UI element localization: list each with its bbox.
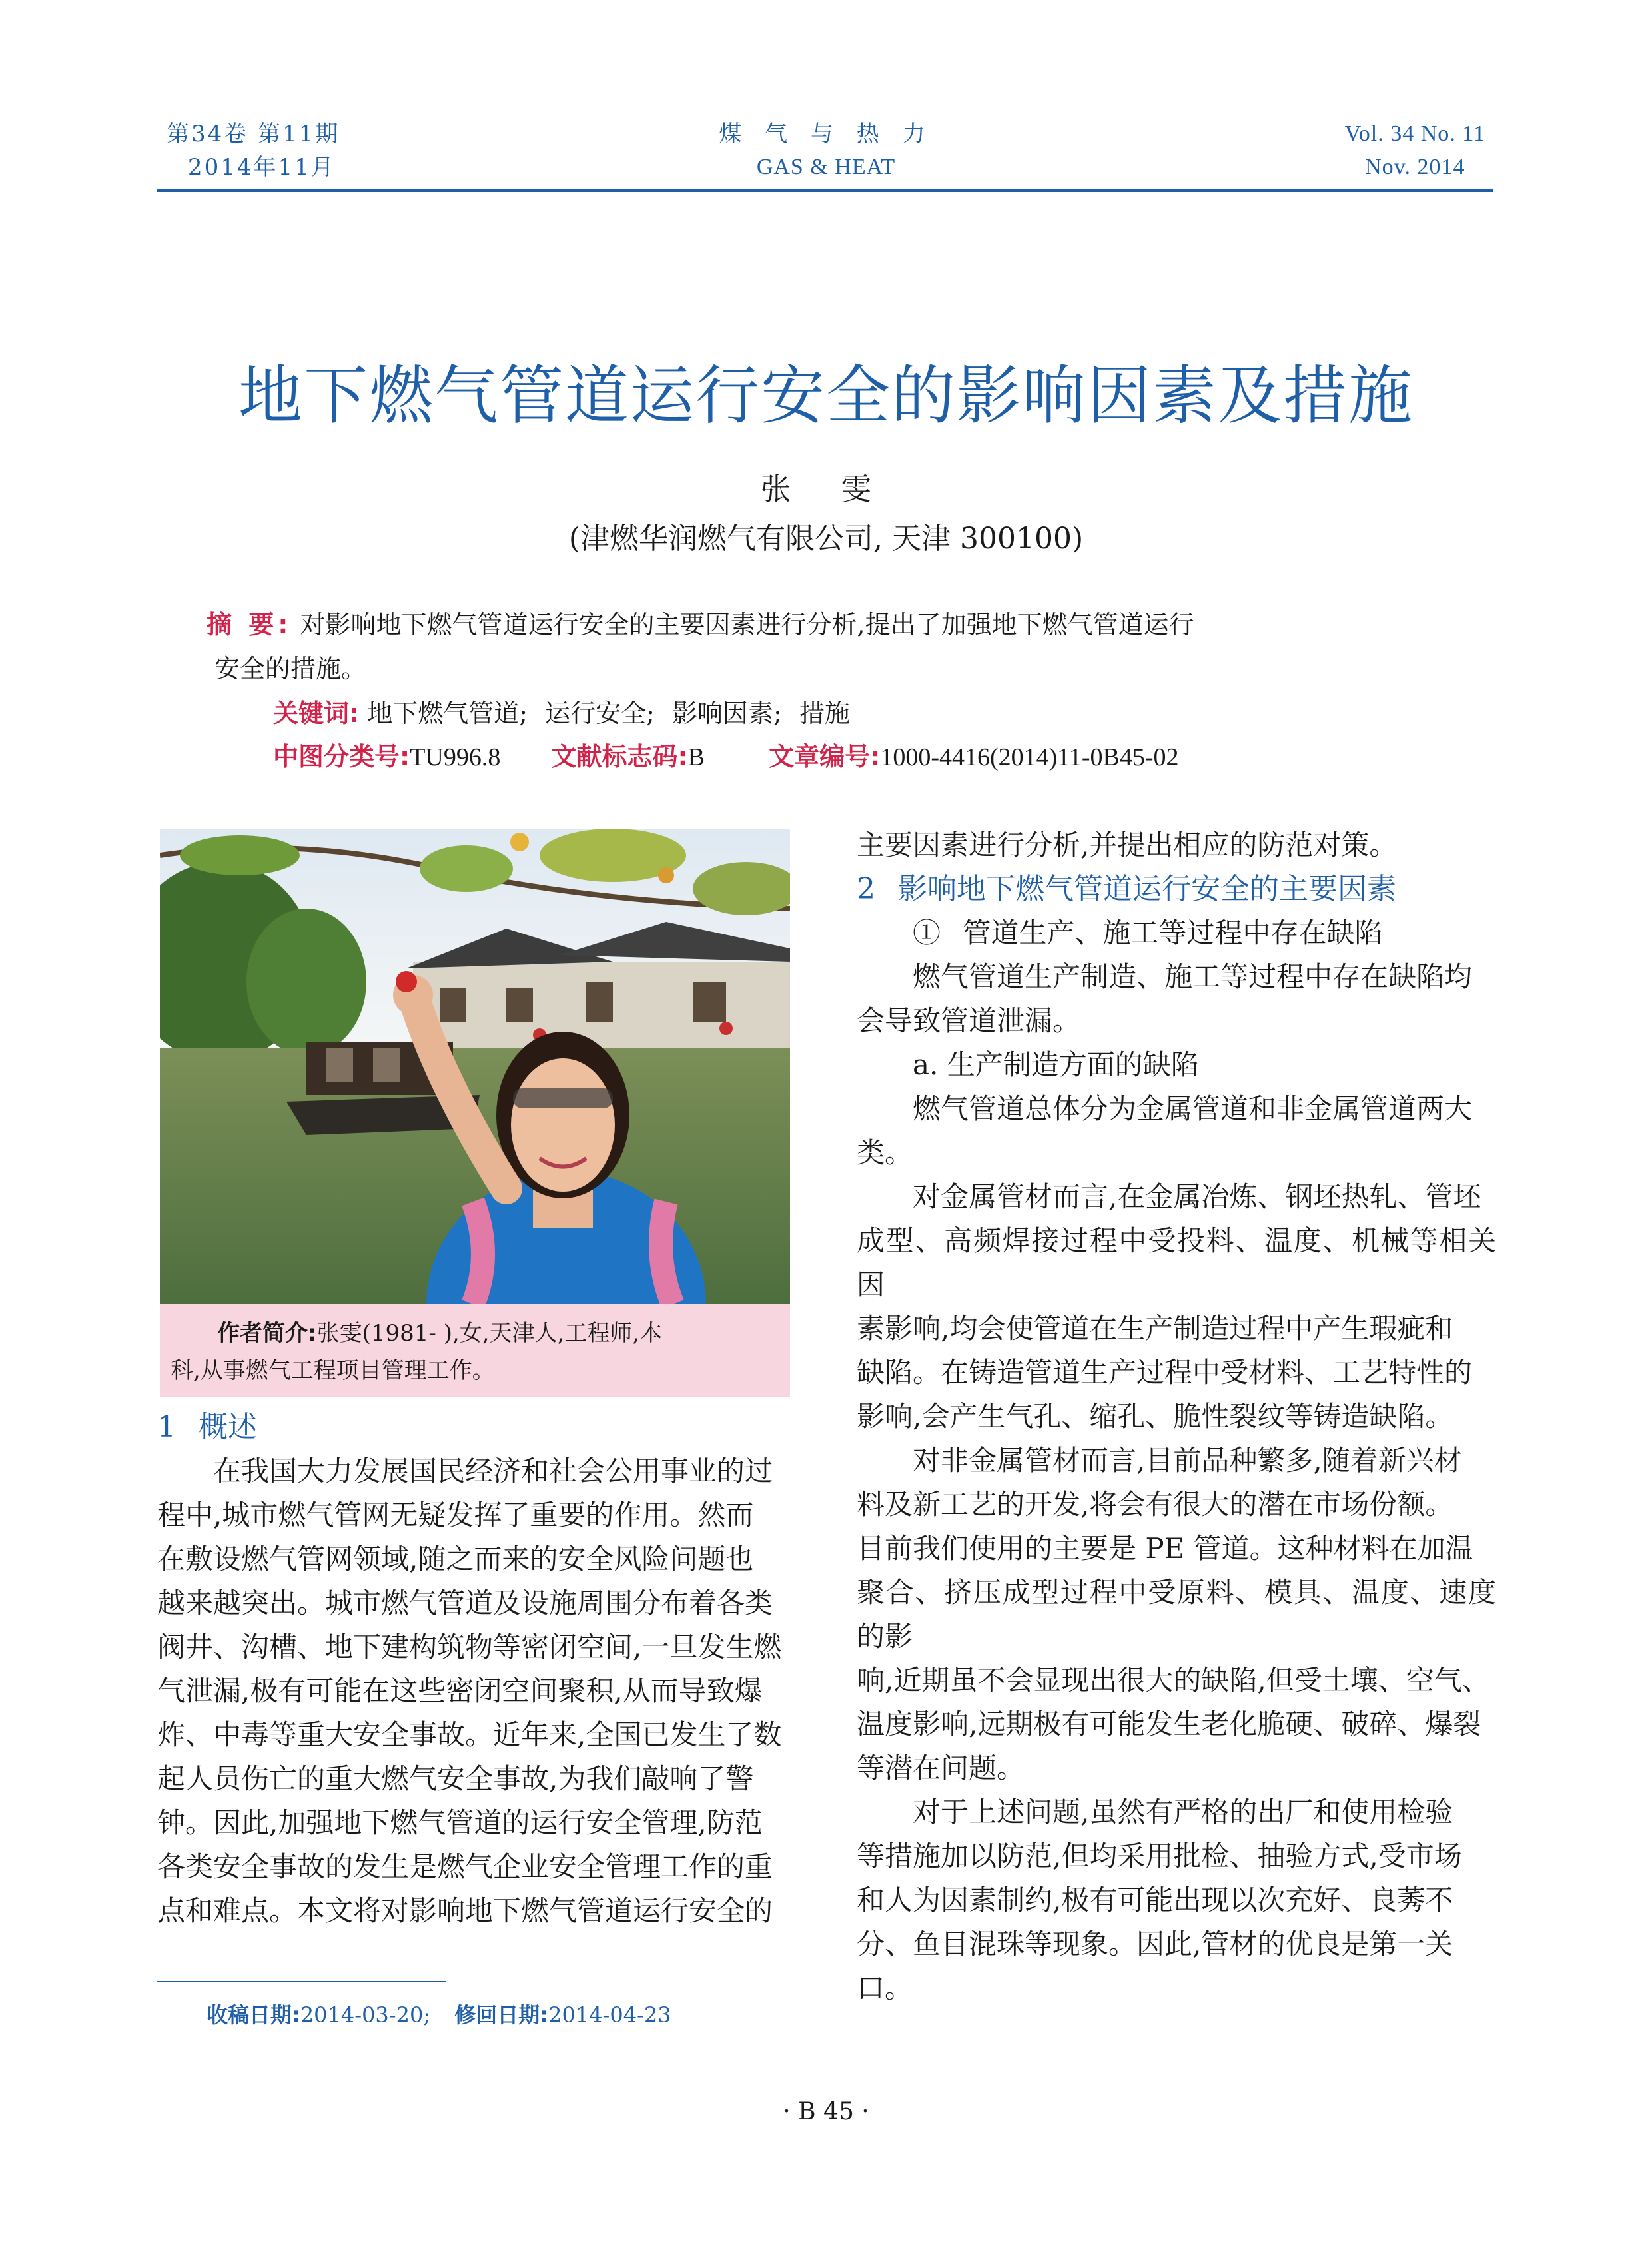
clc-label: 中图分类号: [273,742,410,771]
section-1-continuation: 主要因素进行分析,并提出相应的防范对策。 [857,829,1398,861]
section-1-line: 炸、中毒等重大安全事故。近年来,全国已发生了数 [157,1718,782,1751]
section-1-line: 越来越突出。城市燃气管道及设施周围分布着各类 [157,1587,773,1619]
para-4-line: 响,近期虽不会显现出很大的缺陷,但受土壤、空气、 [857,1664,1490,1696]
author-bio-line-2: 科,从事燃气工程项目管理工作。 [171,1357,495,1384]
keywords-label: 关键词: [273,699,360,728]
para-3-line: 影响,会产生气孔、缩孔、脆性裂纹等铸造缺陷。 [857,1400,1453,1433]
para-3-line: 缺陷。在铸造管道生产过程中受材料、工艺特性的 [857,1356,1473,1389]
para-4-line: 等潜在问题。 [857,1752,1025,1784]
para-3-line: 成型、高频焊接过程中受投料、温度、机械等相关因 [857,1224,1496,1301]
author-bio-text: 张雯(1981- ),女,天津人,工程师,本 [316,1320,663,1347]
para-5-line: 对于上述问题,虽然有严格的出厂和使用检验 [913,1796,1453,1828]
submission-dates [206,1998,671,2032]
issue-date: 2014年11月 [188,154,336,181]
section-1-line: 程中,城市燃气管网无疑发挥了重要的作用。然而 [157,1499,754,1531]
para-2-line: 类。 [857,1136,913,1169]
para-2-line: 燃气管道总体分为金属管道和非金属管道两大 [913,1092,1473,1125]
volume-issue-en: Vol. 34 No. 11 [1344,121,1485,146]
author-photo [160,829,790,1304]
section-2-heading: 2 影响地下燃气管道运行安全的主要因素 [857,872,1396,906]
author-affiliation: (津燃华润燃气有限公司, 天津 300100) [568,522,1084,556]
journal-name-cn: 煤 气 与 热 力 [719,121,933,147]
paper-title: 地下燃气管道运行安全的影响因素及措施 [238,360,1414,432]
para-3-line: 对金属管材而言,在金属冶炼、钢坯热轧、管坯 [913,1180,1481,1213]
abstract-text-1: 对影响地下燃气管道运行安全的主要因素进行分析,提出了加强地下燃气管道运行 [300,610,1194,639]
revised-label: 修回日期: [454,2002,549,2028]
header-right [1345,117,1485,184]
para-1-line: 会导致管道泄漏。 [857,1004,1081,1037]
item-1-heading: ① 管道生产、施工等过程中存在缺陷 [913,917,1383,949]
author-name: 张 雯 [760,471,892,507]
article-no-value: 1000-4416(2014)11-0B45-02 [880,743,1179,771]
para-4-line: 聚合、挤压成型过程中受原料、模具、温度、速度的影 [857,1576,1496,1653]
section-1-line: 在我国大力发展国民经济和社会公用事业的过 [213,1455,773,1487]
keywords [273,691,850,735]
article-no-label: 文章编号: [769,742,881,771]
section-1-line: 钟。因此,加强地下燃气管道的运行安全管理,防范 [157,1806,763,1839]
author-bio-line-1 [171,1315,779,1352]
right-column [857,823,1496,2010]
doc-code-label: 文献标志码: [551,742,688,771]
doc-code-value: B [687,743,705,771]
para-5-line: 分、鱼目混珠等现象。因此,管材的优良是第一关 [857,1928,1453,1960]
section-1-body [157,1449,791,1933]
para-4-line: 温度影响,远期极有可能发生老化脆硬、破碎、爆裂 [857,1708,1481,1740]
footnote-rule [157,1981,446,1982]
para-4-line: 目前我们使用的主要是 PE 管道。这种材料在加温 [857,1532,1473,1565]
issue-date-en: Nov. 2014 [1365,155,1465,179]
section-1-line: 点和难点。本文将对影响地下燃气管道运行安全的 [157,1894,773,1927]
revised-date: 2014-04-23 [548,2002,671,2028]
para-3-line: 素影响,均会使管道在生产制造过程中产生瑕疵和 [857,1312,1453,1345]
abstract-label: 摘 要: [206,610,292,639]
header-rule [157,189,1493,192]
received-date: 2014-03-20; [300,2002,431,2028]
section-1-line: 起人员伤亡的重大燃气安全事故,为我们敲响了警 [157,1762,754,1795]
para-5-line: 口。 [857,1972,913,2004]
abstract-cont: 安全的措施。 [214,654,367,683]
header-left [167,117,340,184]
subheading-a: a. 生产制造方面的缺陷 [913,1048,1199,1081]
para-5-line: 和人为因素制约,极有可能出现以次充好、良莠不 [857,1884,1453,1916]
page-number: · B 45 · [783,2098,869,2125]
journal-name-en: GAS & HEAT [756,155,896,179]
received-label: 收稿日期: [206,2002,300,2028]
section-1-line: 在敷设燃气管网领域,随之而来的安全风险问题也 [157,1543,754,1575]
para-5-line: 等措施加以防范,但均采用批检、抽验方式,受市场 [857,1840,1462,1872]
author-bio-label: 作者简介: [217,1320,317,1347]
abstract [206,603,1472,647]
para-4-line: 料及新工艺的开发,将会有很大的潜在市场份额。 [857,1488,1453,1521]
section-1-line: 各类安全事故的发生是燃气企业安全管理工作的重 [157,1850,773,1883]
para-4-line: 对非金属管材而言,目前品种繁多,随着新兴材 [913,1444,1462,1477]
section-1-heading: 1 概述 [157,1410,257,1444]
classification [273,735,1179,779]
keywords-text: 地下燃气管道; 运行安全; 影响因素; 措施 [367,699,850,728]
volume-issue: 第34卷 第11期 [167,121,340,147]
para-1-line: 燃气管道生产制造、施工等过程中存在缺陷均 [913,960,1473,993]
header-center [693,117,959,184]
author-bio [160,1304,790,1397]
section-1-line: 阀井、沟槽、地下建构筑物等密闭空间,一旦发生燃 [157,1631,782,1663]
section-1-line: 气泄漏,极有可能在这些密闭空间聚积,从而导致爆 [157,1675,763,1707]
clc-value: TU996.8 [410,743,501,771]
